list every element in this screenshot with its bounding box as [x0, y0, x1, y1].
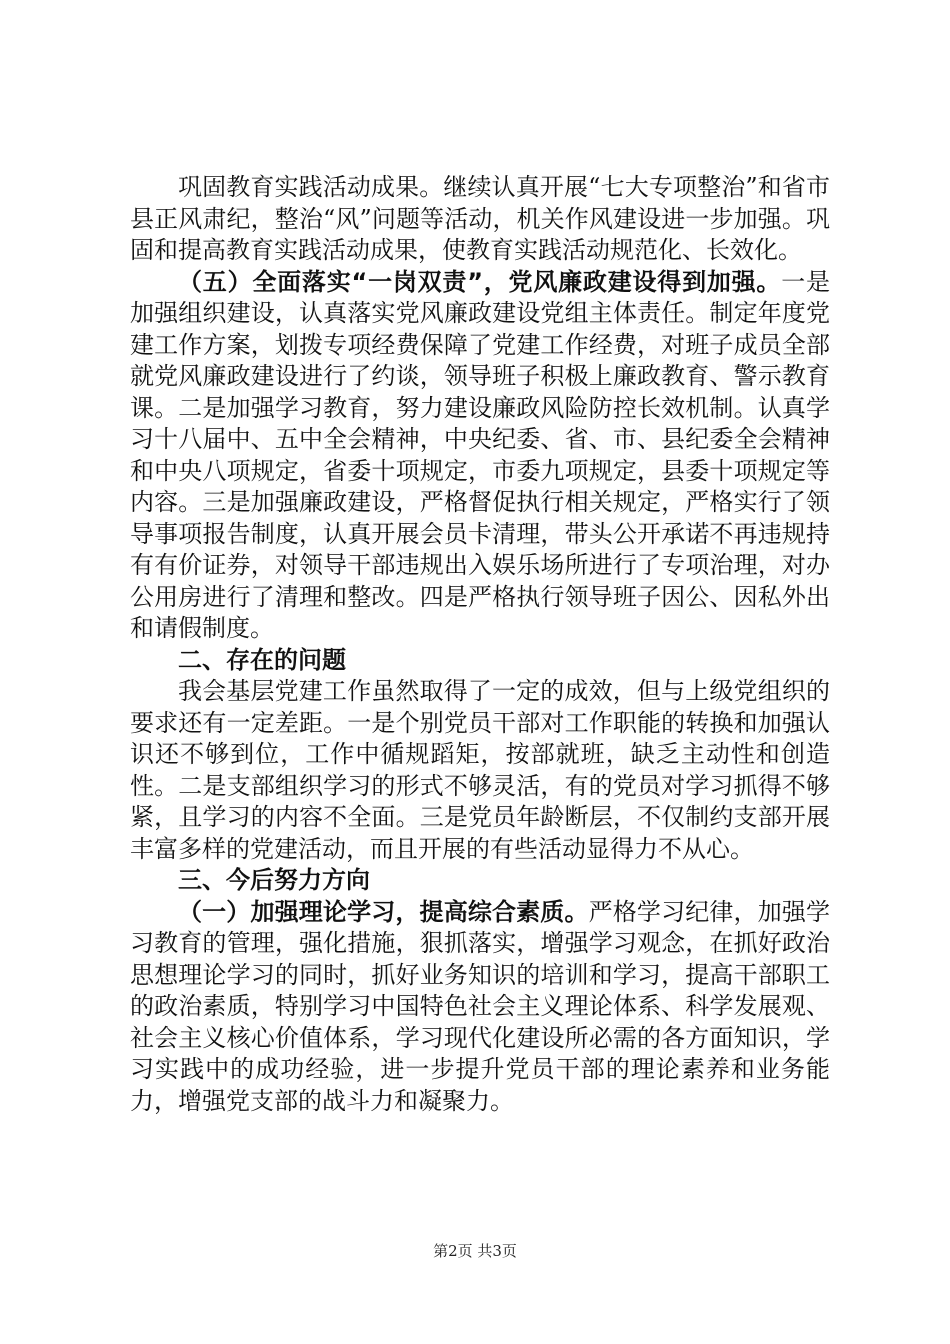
- document-body: [130, 172, 830, 1117]
- page-number-footer: 第2页 共3页: [433, 1242, 517, 1260]
- section-3-heading: 三、今后努力方向: [178, 866, 370, 894]
- section-3-sub-1-body: 严格学习纪律，加强学习教育的管理，强化措施，狠抓落实，增强学习观念，在抓好政治思想理论学习的同时，抓好业务知识的培训和学习，提高干部职工的政治素质，特别学习中国特色社会主义理论体系、科学发展观、社会主义核心价值体系，学习现代化建设所必需的各方面知识，学习实践中的成功经验，进一步提升党员干部的理论素养和业务能力，增强党支部的战斗力和凝聚力。: [130, 897, 831, 1115]
- section-2-heading: 二、存在的问题: [178, 645, 346, 674]
- section-5-body: 一是加强组织建设，认真落实党风廉政建设党组主体责任。制定年度党建工作方案，划拨专项经费保障了党建工作经费，对班子成员全部就党风廉政建设进行了约谈，领导班子积极上廉政教育、警示教育课。二是加强学习教育，努力建设廉政风险防控长效机制。认真学习十八届中、五中全会精神，中央纪委、省、市、县纪委全会精神和中央八项规定，省委十项规定，市委九项规定，县委十项规定等内容。三是加强廉政建设，严格督促执行相关规定，严格实行了领导事项报告制度，认真开展会员卡清理，带头公开承诺不再违规持有有价证券，对领导干部违规出入娱乐场所进行了专项治理，对办公用房进行了清理和整改。四是严格执行领导班子因公、因私外出和请假制度。: [130, 267, 831, 642]
- paragraph-consolidate-results: 巩固教育实践活动成果。继续认真开展“七大专项整治”和省市县正风肃纪，整治“风”问题等活动，机关作风建设进一步加强。巩固和提高教育实践活动成果，使教育实践活动规范化、长效化。: [130, 173, 830, 264]
- section-2-body: 我会基层党建工作虽然取得了一定的成效，但与上级党组织的要求还有一定差距。一是个别党员干部对工作职能的转换和加强认识还不够到位，工作中循规蹈矩，按部就班，缺乏主动性和创造性。二是支部组织学习的形式不够灵活，有的党员对学习抓得不够紧，且学习的内容不全面。三是党员年龄断层，不仅制约支部开展丰富多样的党建活动，而且开展的有些活动显得力不从心。: [130, 677, 830, 863]
- section-3-sub-1-paragraph: [130, 897, 830, 1118]
- section-5-paragraph: [130, 267, 830, 645]
- section-3-sub-1-heading: （一）加强理论学习，提高综合素质。: [178, 897, 589, 926]
- section-5-heading: （五）全面落实“一岗双责”，党风廉政建设得到加强。: [178, 267, 782, 296]
